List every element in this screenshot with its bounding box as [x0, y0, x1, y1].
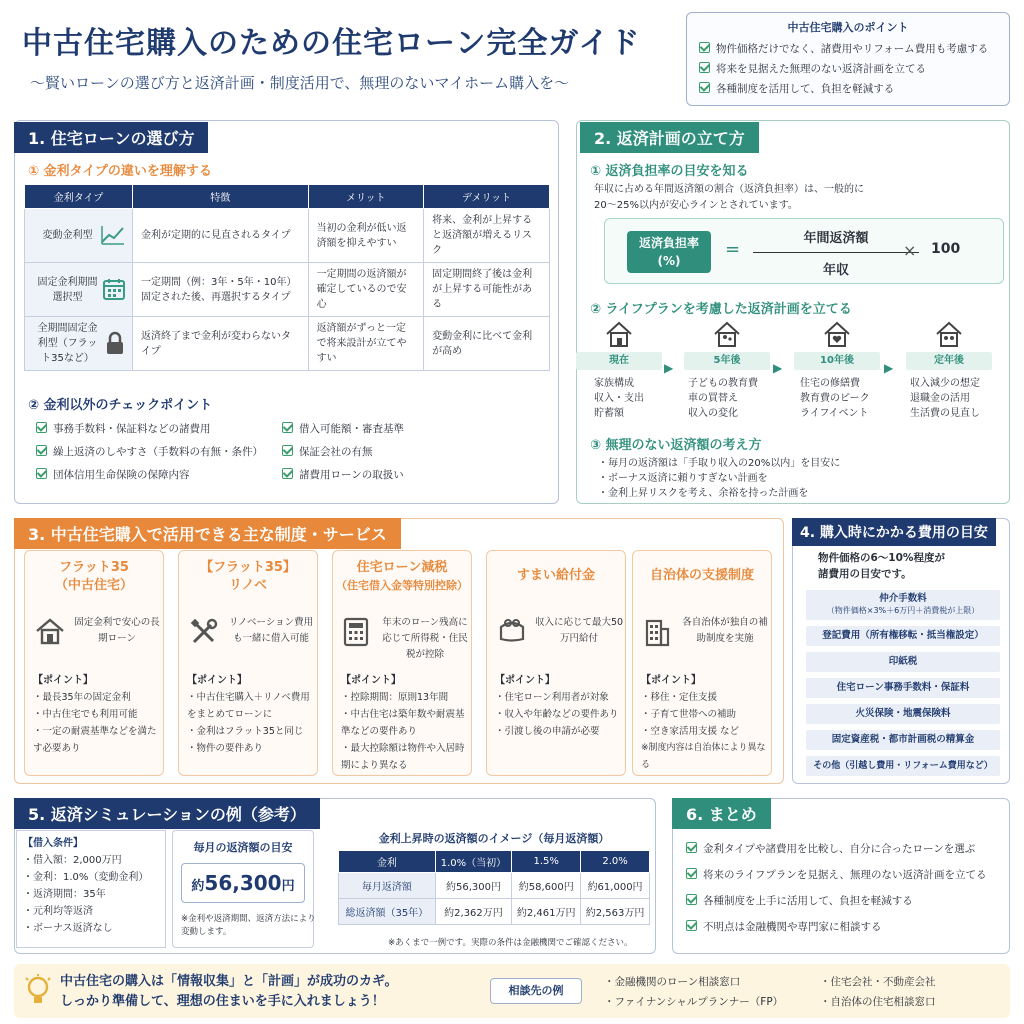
list-item: 将来のライフプランを見据え、無理のない返済計画を立てる	[686, 862, 987, 888]
table-header: 金利タイプ	[25, 185, 133, 209]
table-row	[25, 263, 550, 317]
table-header: 1.5%	[512, 851, 581, 873]
formula-times: ×	[903, 241, 917, 260]
cost-item: 印紙税	[806, 652, 1000, 672]
tools-icon	[189, 617, 219, 653]
card-title: 住宅ローン減税 （住宅借入金等特別控除）	[336, 560, 468, 592]
fraction-line	[753, 252, 919, 253]
list-item: 繰上返済のしやすさ（手数料の有無・条件）	[36, 441, 263, 464]
section-3-title: 3. 中古住宅購入で活用できる主な制度・サービス	[14, 518, 401, 549]
cost-item: 登記費用（所有権移転・抵当権設定）	[806, 626, 1000, 646]
section-4-title: 4. 購入時にかかる費用の目安	[792, 518, 996, 546]
section-2-subheading-3: ③ 無理のない返済額の考え方	[590, 438, 762, 453]
table-row	[339, 899, 650, 925]
table-cell: 将来、金利が上昇すると返済額が増えるリスク	[424, 209, 550, 263]
table-cell: 約58,600円	[512, 873, 581, 899]
section-2-subheading-1: ① 返済負担率の目安を知る	[590, 164, 749, 179]
card-description: 収入に応じて最大50万円給付	[534, 617, 624, 644]
check-icon	[36, 445, 47, 456]
card-description: 各自治体が独自の補助制度を実施	[682, 617, 768, 644]
lock-icon	[104, 331, 126, 357]
stage-items: 家族構成 収入・支出 貯蓄額	[594, 378, 644, 419]
table-cell: 一定期間（例：3年・5年・10年）固定された後、再選択するタイプ	[133, 263, 309, 317]
table-row	[339, 873, 650, 899]
check-icon	[282, 445, 293, 456]
program-card-housing-benefit	[486, 550, 626, 776]
calculator-icon	[343, 617, 369, 653]
check-icon	[36, 468, 47, 479]
list-item: 借入可能額・審査基準	[282, 418, 404, 441]
card-point-label: 【ポイント】	[187, 675, 247, 686]
cost-item: 固定資産税・都市計画税の精算金	[806, 730, 1000, 750]
calendar-icon	[102, 277, 126, 303]
house-icon	[576, 320, 662, 352]
list-item: 不明点は金融機関や専門家に相談する	[686, 914, 987, 940]
lightbulb-icon	[24, 974, 52, 1011]
list-item: 事務手数料・保証料などの諸費用	[36, 418, 263, 441]
card-description: リノベーション費用も一緒に借入可能	[228, 617, 314, 644]
card-point-label: 【ポイント】	[641, 675, 701, 686]
table-cell: 約2,461万円	[512, 899, 581, 925]
footer-message: 中古住宅の購入は「情報収集」と「計画」が成功のカギ。 しっかり準備して、理想の住まいを手に入れましょう！	[60, 974, 398, 1009]
key-point-item: 物件価格だけでなく、諸費用やリフォーム費用も考慮する	[699, 39, 1009, 59]
consult-list-right: ・住宅会社・不動産会社 ・自治体の住宅相談窓口	[820, 976, 936, 1008]
check-icon	[686, 894, 697, 905]
cost-item: 火災保険・地震保険料	[806, 704, 1000, 724]
stage-label: 10年後	[794, 352, 880, 370]
house-icon	[35, 617, 65, 651]
check-icon	[686, 842, 697, 853]
formula-denominator: 年収	[822, 263, 849, 278]
list-item: ・金利上昇リスクを考え、余裕を持った計画を	[598, 488, 809, 499]
card-title: 自治体の支援制度	[649, 568, 754, 583]
section-1-subheading-2: ② 金利以外のチェックポイント	[28, 398, 213, 413]
life-stage-retire	[906, 320, 992, 370]
check-icon	[699, 62, 710, 73]
monthly-title: 毎月の返済額の目安	[193, 841, 293, 854]
list-item: 諸費用ローンの取扱い	[282, 464, 404, 487]
card-points: ・中古住宅購入＋リノベ費用をまとめてローンに ・金利はフラット35と同じ ・物件の要件あり	[187, 692, 310, 754]
life-stage-10y	[794, 320, 880, 370]
purse-icon	[497, 617, 527, 649]
key-points-title: 中古住宅購入のポイント	[787, 21, 909, 34]
key-point-item: 将来を見据えた無理のない返済計画を立てる	[699, 59, 1009, 79]
card-title: 【フラット35】 リノベ	[200, 560, 296, 593]
table-cell: 一定期間の返済額が確定しているので安心	[308, 263, 424, 317]
table-header: 2.0%	[581, 851, 650, 873]
table-header: デメリット	[424, 185, 550, 209]
consult-label: 相談先の例	[490, 978, 582, 1004]
card-points: ・住宅ローン利用者が対象 ・収入や年齢などの要件あり ・引渡し後の申請が必要	[495, 692, 619, 737]
program-card-flat35	[24, 550, 164, 776]
repayment-tips	[598, 456, 840, 501]
rate-type-name: 全期間固定金利型（フラット35など）	[25, 317, 133, 371]
table-cell: 変動金利に比べて金利が高め	[424, 317, 550, 371]
check-icon	[282, 422, 293, 433]
summary-list	[686, 836, 987, 940]
formula-equals: =	[725, 239, 741, 260]
table-cell: 約56,300円	[435, 873, 512, 899]
check-icon	[686, 920, 697, 931]
loan-conditions: 【借入条件】 ・借入額：2,000万円 ・金利：1.0%（変動金利） ・返済期間：35年 ・元利均等返済 ・ボーナス返済なし	[16, 830, 166, 948]
card-points: ・最長35年の固定金利 ・中古住宅でも利用可能 ・一定の耐震基準などを満たす必要あり	[33, 692, 157, 754]
rate-increase-table	[338, 850, 650, 925]
card-points: ・移住・定住支援 ・子育て世帯への補助 ・空き家活用支援 など ※制度内容は自治体により異なる	[641, 692, 766, 770]
section-1-title: 1. 住宅ローンの選び方	[14, 122, 208, 153]
list-item: ・毎月の返済額は「手取り収入の20%以内」を目安に	[598, 458, 841, 469]
table-cell: 約2,563万円	[581, 899, 650, 925]
card-point-label: 【ポイント】	[341, 675, 401, 686]
life-stage-now	[576, 320, 662, 370]
row-header: 毎月返済額	[339, 873, 436, 899]
section-6-title: 6. まとめ	[672, 798, 771, 829]
page-subtitle: 〜賢いローンの選び方と返済計画・制度活用で、無理のないマイホーム購入を〜	[30, 74, 570, 92]
monthly-payment-value: 約56,300円	[181, 863, 305, 903]
monthly-payment-box	[172, 830, 314, 948]
table-row	[25, 209, 550, 263]
sim-table-note: ※あくまで一例です。実際の条件は金融機関でご確認ください。	[388, 938, 633, 948]
list-item: 金利タイプや諸費用を比較し、自分に合ったローンを選ぶ	[686, 836, 987, 862]
stage-items: 住宅の修繕費 教育費のピーク ライフイベント	[800, 378, 870, 419]
check-icon	[282, 468, 293, 479]
table-row	[25, 317, 550, 371]
arrow-icon: ▶	[664, 361, 674, 375]
stage-items: 収入減少の想定 退職金の活用 生活費の見直し	[910, 378, 980, 419]
consult-list-left: ・金融機関のローン相談窓口 ・ファイナンシャルプランナー（FP）	[604, 976, 784, 1008]
list-item: ・ボーナス返済に頼りすぎない計画を	[598, 473, 768, 484]
table-header: 1.0%（当初）	[435, 851, 512, 873]
table-cell: 当初の金利が低い返済額を抑えやすい	[308, 209, 424, 263]
elder-house-icon	[906, 320, 992, 352]
page-title: 中古住宅購入のための住宅ローン完全ガイド	[22, 26, 641, 61]
program-card-local-support	[632, 550, 772, 776]
cost-item: 仲介手数料 （物件価格×3%＋6万円＋消費税が上限）	[806, 590, 1000, 620]
stage-label: 定年後	[906, 352, 992, 370]
card-title: すまい給付金	[516, 568, 595, 583]
table-header: メリット	[308, 185, 424, 209]
key-points-box	[686, 12, 1010, 106]
chart-line-icon	[100, 224, 126, 248]
cost-item: 住宅ローン事務手数料・保証料	[806, 678, 1000, 698]
sim-table-title: 金利上昇時の返済額のイメージ（毎月返済額）	[378, 832, 610, 845]
cost-item: その他（引越し費用・リフォーム費用など）	[806, 756, 1000, 776]
card-title: フラット35 （中古住宅）	[54, 560, 133, 593]
table-cell: 約2,362万円	[435, 899, 512, 925]
card-points: ・控除期間：原則13年間 ・中古住宅は築年数や耐震基準などの要件あり ・最大控除額は物件や入居時期により異なる	[341, 692, 465, 771]
checklist-right	[282, 418, 404, 487]
building-icon	[643, 617, 671, 653]
stage-label: 5年後	[684, 352, 770, 370]
table-cell: 金利が定期的に見直されるタイプ	[133, 209, 309, 263]
check-icon	[699, 42, 710, 53]
table-cell: 固定期間終了後は金利が上昇する可能性がある	[424, 263, 550, 317]
life-stage-5y	[684, 320, 770, 370]
list-item: 団体信用生命保険の保障内容	[36, 464, 263, 487]
rate-type-name: 変動金利型	[25, 209, 133, 263]
arrow-icon: ▶	[884, 361, 894, 375]
table-header: 特徴	[133, 185, 309, 209]
formula-hundred: 100	[931, 241, 961, 257]
footer-banner	[14, 964, 1010, 1018]
card-description: 年末のローン残高に応じて所得税・住民税が控除	[382, 617, 468, 660]
rate-type-table	[24, 184, 550, 371]
program-card-tax-deduction	[332, 550, 472, 776]
arrow-icon: ▶	[773, 361, 783, 375]
formula-numerator: 年間返済額	[803, 231, 869, 246]
burden-ratio-description: 年収に占める年間返済額の割合（返済負担率）は、一般的に 20〜25%以内が安心ラインとされています。	[594, 184, 864, 211]
check-icon	[699, 82, 710, 93]
formula-label: 返済負担率 (%)	[627, 231, 711, 273]
list-item: 各種制度を上手に活用して、負担を軽減する	[686, 888, 987, 914]
section-1-subheading-1: ① 金利タイプの違いを理解する	[28, 164, 212, 179]
check-icon	[36, 422, 47, 433]
monthly-note: ※金利や返済期間、返済方法により 変動します。	[181, 914, 316, 937]
table-cell: 返済終了まで金利が変わらないタイプ	[133, 317, 309, 371]
rate-type-name: 固定金利期間選択型	[25, 263, 133, 317]
checklist-left	[36, 418, 263, 487]
card-description: 固定金利で安心の長期ローン	[74, 617, 160, 644]
check-icon	[686, 868, 697, 879]
program-card-flat35-renov	[178, 550, 318, 776]
table-cell: 返済額がずっと一定で将来設計が立てやすい	[308, 317, 424, 371]
section-2-title: 2. 返済計画の立て方	[580, 122, 759, 153]
stage-label: 現在	[576, 352, 662, 370]
table-header: 金利	[339, 851, 436, 873]
burden-ratio-formula	[604, 218, 1004, 284]
card-point-label: 【ポイント】	[33, 675, 93, 686]
cost-description: 物件価格の6〜10%程度が 諸費用の目安です。	[818, 552, 945, 580]
stage-items: 子どもの教育費 車の買替え 収入の変化	[688, 378, 758, 419]
family-house-icon	[684, 320, 770, 352]
section-2-subheading-2: ② ライフプランを考慮した返済計画を立てる	[590, 302, 852, 317]
list-item: 保証会社の有無	[282, 441, 404, 464]
card-point-label: 【ポイント】	[495, 675, 555, 686]
table-cell: 約61,000円	[581, 873, 650, 899]
row-header: 総返済額（35年）	[339, 899, 436, 925]
key-point-item: 各種制度を活用して、負担を軽減する	[699, 79, 1009, 99]
house-heart-icon	[794, 320, 880, 352]
section-5-title: 5. 返済シミュレーションの例（参考）	[14, 798, 320, 829]
